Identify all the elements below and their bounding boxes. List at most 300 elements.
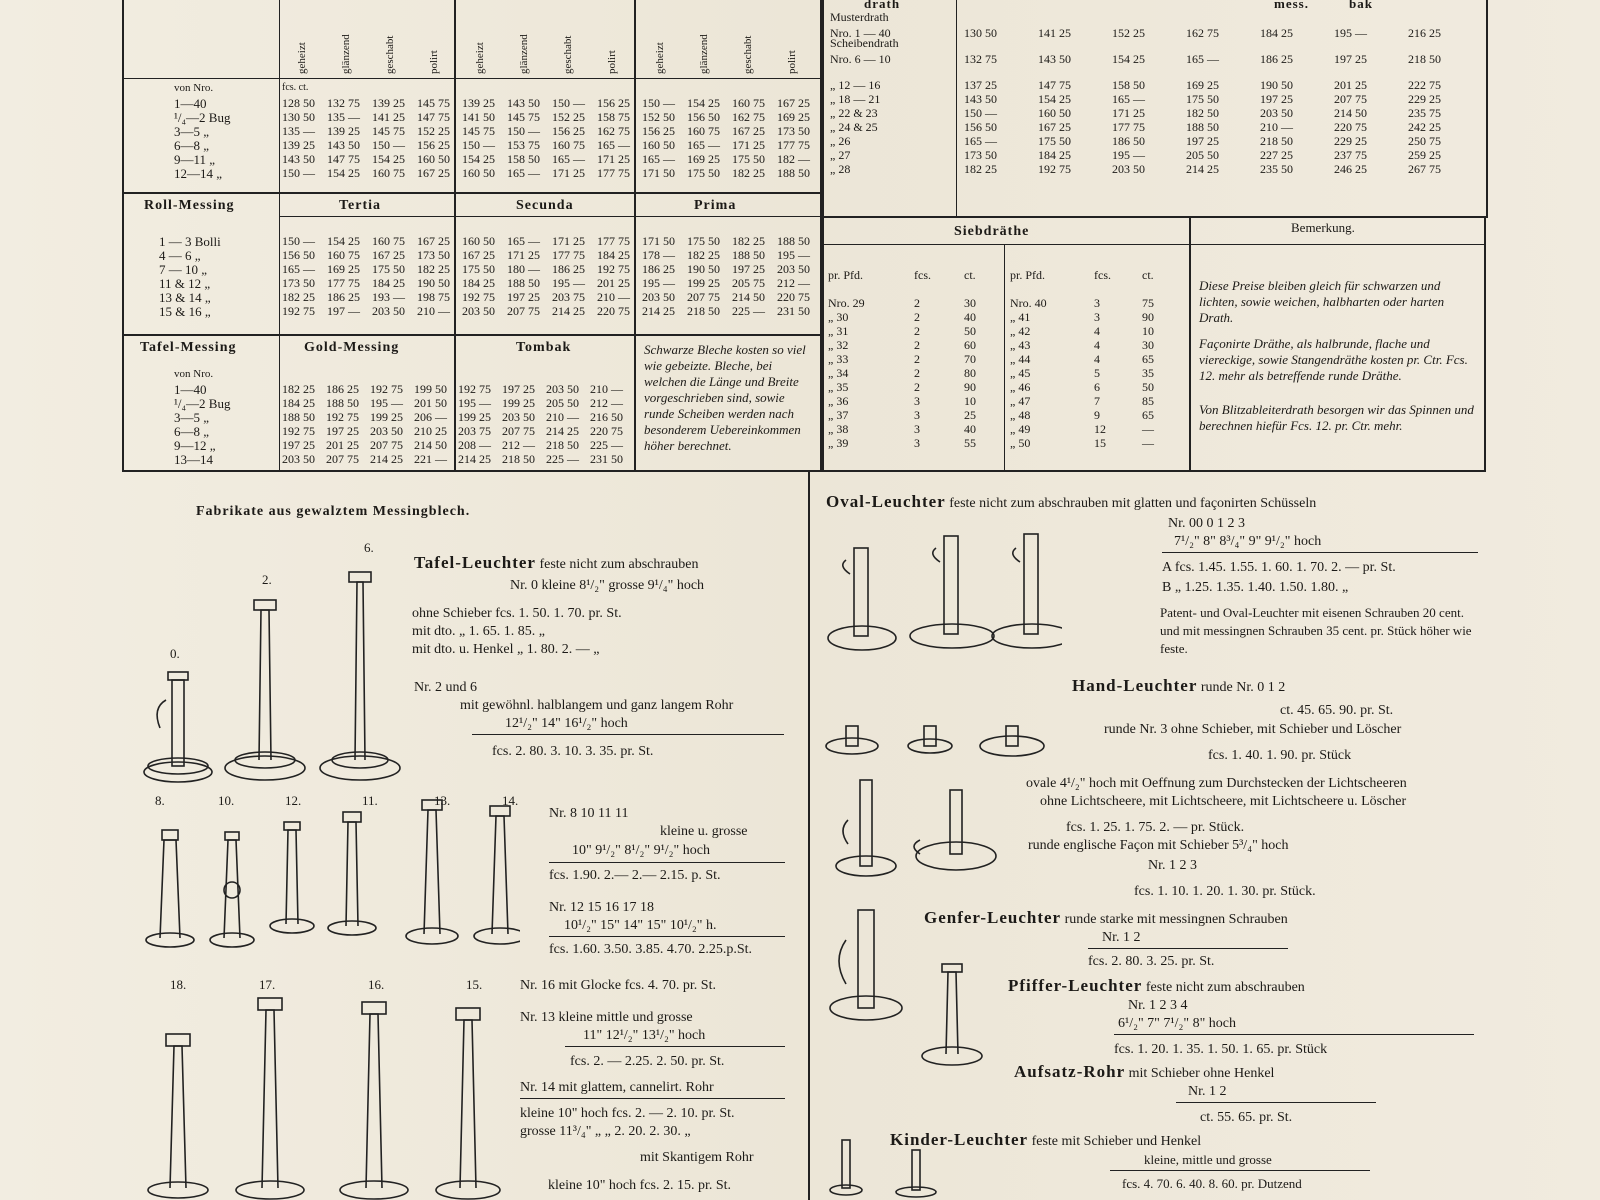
oval-leuchter-line (826, 492, 1316, 512)
row-label: 13—14 (174, 452, 213, 467)
price-cell: 218 50 (1260, 134, 1293, 148)
grade-tertia: Tertia (339, 198, 382, 213)
ovale-line: ovale 4¹/₂" hoch mit Oeffnung zum Durchstecken der Lichtscheeren (1026, 776, 1407, 791)
price-cell: 201 25 (597, 276, 630, 290)
drath-header: drath (864, 0, 901, 11)
candlestick-6-icon (320, 572, 400, 780)
price-cell: 165 — (1186, 52, 1219, 66)
item-11-label: 11. (362, 793, 378, 808)
row-label: 9—11 „ (174, 152, 216, 167)
row-label: 4 — 6 „ (159, 248, 201, 263)
siebdraehte-cell: 4 (1094, 338, 1100, 352)
price-cell: 195 — (370, 396, 403, 410)
price-cell: 199 25 (687, 276, 720, 290)
price-cell: 199 25 (458, 410, 491, 424)
siebdraehte-header: ct. (1142, 268, 1154, 282)
price-cell: 188 50 (777, 234, 810, 248)
price-cell: 156 25 (552, 124, 585, 138)
price-table-right (822, 0, 1488, 218)
row-label: 11 & 12 „ (159, 276, 211, 291)
engl-line: runde englische Façon mit Schieber 5³/₄" hoch (1028, 838, 1289, 853)
column-header: geheizt (654, 42, 666, 74)
price-cell: 169 25 (777, 110, 810, 124)
siebdraehte-cell: 50 (1142, 380, 1154, 394)
price-cell: 225 — (732, 304, 765, 318)
price-cell: 154 25 (327, 234, 360, 248)
row-label: Musterdrath (830, 10, 889, 24)
price-cell: 167 25 (462, 248, 495, 262)
ovale-prices: fcs. 1. 25. 1. 75. 2. — pr. Stück. (1066, 820, 1245, 835)
siebdraehte-cell: 12 (1094, 422, 1106, 436)
price-cell: 218 50 (502, 452, 535, 466)
tombak-label: Tombak (516, 340, 572, 355)
siebdraehte-cell: „ 30 (828, 310, 849, 324)
price-cell: 145 75 (507, 110, 540, 124)
price-cell: 173 50 (964, 148, 997, 162)
price-cell: 210 — (417, 304, 450, 318)
siebdraehte-cell: 60 (964, 338, 976, 352)
price-cell: 152 25 (417, 124, 450, 138)
siebdraehte-header: ct. (964, 268, 976, 282)
candlestick-12-icon (270, 822, 314, 933)
price-cell: 210 — (597, 290, 630, 304)
row-label: 6—8 „ (174, 424, 210, 439)
price-cell: 192 75 (462, 290, 495, 304)
tafel-row-2: mit dto. „ 1. 65. 1. 85. „ (412, 624, 545, 639)
price-cell: 145 75 (462, 124, 495, 138)
candlestick-16-icon (340, 1002, 408, 1199)
nr12-sizes: 10¹/₂" 15" 14" 15" 10¹/₂" h. (564, 918, 717, 933)
price-cell: 160 75 (687, 124, 720, 138)
price-cell: 171 50 (642, 166, 675, 180)
price-cell: 171 25 (552, 234, 585, 248)
price-cell: 158 50 (1112, 78, 1145, 92)
siebdraehte-cell: 3 (1094, 296, 1100, 310)
price-cell: 250 75 (1408, 134, 1441, 148)
price-cell: 132 75 (964, 52, 997, 66)
nr14: Nr. 14 mit glattem, cannelirt. Rohr (520, 1080, 714, 1095)
item-13-label: 13. (434, 793, 451, 808)
siebdraehte-cell: 65 (1142, 408, 1154, 422)
price-cell: 158 75 (597, 110, 630, 124)
item-18-label: 18. (170, 977, 187, 992)
price-cell: 150 — (282, 166, 315, 180)
price-cell: 186 25 (642, 262, 675, 276)
unit-label: fcs. ct. (282, 82, 309, 93)
price-cell: 153 75 (507, 138, 540, 152)
nr14-c: mit Skantigem Rohr (640, 1150, 754, 1165)
item-2-label: 2. (262, 572, 272, 587)
price-cell: 160 50 (462, 234, 495, 248)
nr26-sizes: 12¹/₂" 14" 16¹/₂" hoch (505, 716, 628, 731)
price-cell: 165 — (282, 262, 315, 276)
oval-leuchter-title: Oval-Leuchter (826, 492, 946, 511)
price-cell: 192 75 (326, 410, 359, 424)
price-cell: 214 25 (552, 304, 585, 318)
siebdraehte-cell: 2 (914, 324, 920, 338)
price-cell: 203 50 (370, 424, 403, 438)
siebdraehte-cell: 3 (1094, 310, 1100, 324)
price-cell: 184 25 (372, 276, 405, 290)
oval-note: Patent- und Oval-Leuchter mit eisenen Schrauben 20 cent. und mit messingnen Schrauben 35 cent. pr. Stück höher wie feste. (1160, 605, 1472, 656)
siebdraehte-cell: 3 (914, 422, 920, 436)
price-cell: 175 50 (1038, 134, 1071, 148)
siebdraehte-cell: „ 45 (1010, 366, 1031, 380)
leuchter-illustrations (822, 520, 1062, 1200)
price-cell: 162 75 (597, 124, 630, 138)
price-cell: 145 75 (417, 96, 450, 110)
price-cell: 150 — (282, 234, 315, 248)
price-cell: 227 25 (1260, 148, 1293, 162)
price-cell: 186 25 (1260, 52, 1293, 66)
siebdraehte-cell: 70 (964, 352, 976, 366)
hand-nr3: runde Nr. 3 ohne Schieber, mit Schieber und Löscher (1104, 722, 1402, 737)
siebdraehte-cell: 7 (1094, 394, 1100, 408)
nr26-prices: fcs. 2. 80. 3. 10. 3. 35. pr. St. (492, 744, 654, 759)
price-cell: 177 75 (552, 248, 585, 262)
price-cell: 195 — (1112, 148, 1145, 162)
kinder-leuchter-title: Kinder-Leuchter (890, 1130, 1029, 1149)
price-cell: 207 75 (1334, 92, 1367, 106)
price-cell: 259 25 (1408, 148, 1441, 162)
price-cell: 165 — (507, 234, 540, 248)
bemerkung-p2: Façonirte Dräthe, als halbrunde, flache und viereckige, sowie Stangendräthe kosten pr. Ctr. Fcs. 12. mehr als betreffende runde Dräthe. (1199, 336, 1468, 383)
siebdraehte-cell: „ 47 (1010, 394, 1031, 408)
price-cell: 218 50 (687, 304, 720, 318)
candlestick-13-icon (406, 800, 458, 944)
price-cell: 214 25 (1186, 162, 1219, 176)
price-cell: 156 50 (687, 110, 720, 124)
price-cell: 214 25 (370, 452, 403, 466)
pfiffer-prices: fcs. 1. 20. 1. 35. 1. 50. 1. 65. pr. Stück (1114, 1042, 1328, 1057)
price-cell: 207 75 (502, 424, 535, 438)
tafel-nr: Nr. 0 kleine 8¹/₂" grosse 9¹/₄" hoch (510, 578, 705, 593)
column-header: geheizt (474, 42, 486, 74)
price-cell: 141 25 (372, 110, 405, 124)
aufsatz-prices: ct. 55. 65. pr. St. (1200, 1110, 1293, 1125)
price-cell: 214 50 (414, 438, 447, 452)
price-cell: 132 75 (327, 96, 360, 110)
siebdraehte-cell: 25 (964, 408, 976, 422)
price-cell: 188 50 (326, 396, 359, 410)
nr8: Nr. 8 10 11 11 (549, 806, 629, 821)
siebdraehte-cell: „ 37 (828, 408, 849, 422)
price-cell: 182 25 (964, 162, 997, 176)
price-cell: 147 75 (417, 110, 450, 124)
price-cell: 214 50 (732, 290, 765, 304)
price-cell: 171 25 (732, 138, 765, 152)
price-cell: 160 50 (1038, 106, 1071, 120)
price-cell: 175 50 (687, 234, 720, 248)
oval-leuchter-sub: feste nicht zum abschrauben mit glatten und façonirten Schüsseln (949, 496, 1317, 511)
price-cell: 203 50 (642, 290, 675, 304)
row-sublabel: „ 12 — 16 (830, 78, 881, 92)
price-cell: 175 50 (732, 152, 765, 166)
engl-prices: fcs. 1. 10. 1. 20. 1. 30. pr. Stück. (1134, 884, 1316, 899)
genfer-nr: Nr. 1 2 (1102, 930, 1141, 945)
candlestick-10-icon (210, 832, 254, 947)
price-cell: 145 75 (372, 124, 405, 138)
siebdraehte-cell: 2 (914, 352, 920, 366)
price-cell: 128 50 (282, 96, 315, 110)
siebdraehte-cell: 2 (914, 380, 920, 394)
item-0-label: 0. (170, 646, 180, 661)
price-cell: 205 50 (546, 396, 579, 410)
price-cell: 167 25 (372, 248, 405, 262)
pfiffer-leuchter-title: Pfiffer-Leuchter (1008, 976, 1143, 995)
price-cell: 175 50 (372, 262, 405, 276)
price-cell: 207 75 (507, 304, 540, 318)
price-cell: 182 — (777, 152, 810, 166)
kinder-prices: fcs. 4. 70. 6. 40. 8. 60. pr. Dutzend (1122, 1176, 1302, 1191)
item-12-label: 12. (285, 793, 302, 808)
price-cell: 152 50 (642, 110, 675, 124)
price-cell: 218 50 (1408, 52, 1441, 66)
price-cell: 150 — (507, 124, 540, 138)
siebdraehte-cell: „ 33 (828, 352, 849, 366)
row-label: 3—5 „ (174, 124, 210, 139)
catalog-heading: Fabrikate aus gewalztem Messingblech. (196, 504, 471, 519)
price-cell: 135 — (282, 124, 315, 138)
price-cell: 205 75 (732, 276, 765, 290)
price-cell: 199 25 (502, 396, 535, 410)
price-cell: 210 25 (414, 424, 447, 438)
item-10-label: 10. (218, 793, 235, 808)
price-cell: 167 25 (417, 234, 450, 248)
siebdraehte-cell: 10 (1142, 324, 1154, 338)
engl-nr: Nr. 1 2 3 (1148, 858, 1197, 873)
price-cell: 208 — (458, 438, 491, 452)
hand-leuchter-sub: runde Nr. 0 1 2 (1200, 680, 1286, 695)
tafel-leuchter-title: Tafel-Leuchter (414, 553, 536, 572)
bemerkung-p3: Von Blitzableiterdrath besorgen wir das Spinnen und berechnen hiefür Fcs. 12. pr. Ctr. mehr. (1199, 402, 1474, 433)
siebdraehte-cell: 5 (1094, 366, 1100, 380)
column-header: geschabt (742, 35, 754, 74)
price-cell: 192 75 (282, 304, 315, 318)
mess-header: mess. (1274, 0, 1309, 11)
siebdraehte-cell: „ 49 (1010, 422, 1031, 436)
column-header: glänzend (698, 34, 710, 74)
siebdraehte-cell: 85 (1142, 394, 1154, 408)
price-cell: 186 25 (327, 290, 360, 304)
price-cell: 197 — (327, 304, 360, 318)
item-16-label: 16. (368, 977, 385, 992)
siebdraehte-cell: 3 (914, 436, 920, 450)
row-sublabel: „ 18 — 21 (830, 92, 881, 106)
column-header: polirt (428, 50, 440, 74)
price-cell: 150 — (372, 138, 405, 152)
nr13-sizes: 11" 12¹/₂" 13¹/₂" hoch (583, 1028, 706, 1043)
siebdraehte-title: Siebdräthe (954, 224, 1030, 239)
siebdraehte-cell: „ 35 (828, 380, 849, 394)
nr14-d: kleine 10" hoch fcs. 2. 15. pr. St. (548, 1178, 732, 1193)
item-8-label: 8. (155, 793, 165, 808)
price-cell: 195 — (777, 248, 810, 262)
nr26-sub: mit gewöhnl. halblangem und ganz langem Rohr (460, 698, 734, 713)
price-cell: 231 50 (590, 452, 623, 466)
tafel-messing-label: Tafel-Messing (140, 340, 237, 355)
price-cell: 160 50 (417, 152, 450, 166)
siebdraehte-cell: 3 (914, 394, 920, 408)
siebdraehte-cell: 90 (964, 380, 976, 394)
nr8-sub: kleine u. grosse (660, 824, 748, 839)
row-label: 12—14 „ (174, 166, 223, 181)
nr14-a: kleine 10" hoch fcs. 2. — 2. 10. pr. St. (520, 1106, 735, 1121)
price-cell: 156 25 (642, 124, 675, 138)
nr14-b: grosse 11³/₄" „ „ 2. 20. 2. 30. „ (520, 1124, 691, 1139)
row-label: 6—8 „ (174, 138, 210, 153)
price-cell: 178 — (642, 248, 675, 262)
price-cell: 193 — (372, 290, 405, 304)
price-cell: 177 75 (777, 138, 810, 152)
price-cell: 184 25 (282, 396, 315, 410)
price-cell: 156 25 (597, 96, 630, 110)
siebdraehte-cell: „ 31 (828, 324, 849, 338)
price-cell: 184 25 (462, 276, 495, 290)
row-sublabel: „ 22 & 23 (830, 106, 878, 120)
price-cell: 169 25 (1186, 78, 1219, 92)
column-header: polirt (786, 50, 798, 74)
price-cell: 231 50 (777, 304, 810, 318)
price-cell: 150 — (552, 96, 585, 110)
price-cell: 205 50 (1186, 148, 1219, 162)
column-header: geheizt (296, 42, 308, 74)
price-cell: 150 — (462, 138, 495, 152)
siebdraehte-cell: 50 (964, 324, 976, 338)
price-cell: 203 50 (1112, 162, 1145, 176)
tafel-row-3: mit dto. u. Henkel „ 1. 80. 2. — „ (412, 642, 600, 657)
aufsatz-title: Aufsatz-Rohr (1014, 1062, 1126, 1081)
siebdraehte-cell: 3 (914, 408, 920, 422)
row-sublabel: „ 24 & 25 (830, 120, 878, 134)
price-cell: 221 — (414, 452, 447, 466)
price-cell: 225 — (546, 452, 579, 466)
price-cell: 162 75 (732, 110, 765, 124)
price-cell: 175 50 (1186, 92, 1219, 106)
siebdraehte-cell: 2 (914, 310, 920, 324)
item-6-label: 6. (364, 540, 374, 555)
price-cell: 139 25 (282, 138, 315, 152)
price-cell: 210 — (590, 382, 623, 396)
price-cell: 165 — (642, 152, 675, 166)
column-header: geschabt (562, 35, 574, 74)
price-cell: 147 75 (327, 152, 360, 166)
price-cell: 229 25 (1408, 92, 1441, 106)
price-cell: 160 75 (372, 166, 405, 180)
price-cell: 143 50 (282, 152, 315, 166)
price-cell: 214 25 (642, 304, 675, 318)
price-cell: 214 25 (458, 452, 491, 466)
price-cell: 267 75 (1408, 162, 1441, 176)
price-cell: 182 25 (417, 262, 450, 276)
price-cell: 201 50 (414, 396, 447, 410)
siebdraehte-cell: 10 (964, 394, 976, 408)
price-cell: 222 75 (1408, 78, 1441, 92)
row-label: 15 & 16 „ (159, 304, 211, 319)
price-cell: 137 25 (964, 78, 997, 92)
grade-prima: Prima (694, 198, 737, 213)
row-sublabel: „ 28 (830, 162, 851, 176)
price-cell: 220 75 (1334, 120, 1367, 134)
price-cell: 169 25 (687, 152, 720, 166)
price-cell: 158 50 (507, 152, 540, 166)
price-cell: 171 25 (597, 152, 630, 166)
row-label-header: von Nro. (174, 82, 214, 94)
siebdraehte-cell: 4 (1094, 352, 1100, 366)
price-cell: 210 — (546, 410, 579, 424)
price-cell: 173 50 (282, 276, 315, 290)
oval-leuchter-1-icon (992, 534, 1062, 648)
price-cell: 143 50 (507, 96, 540, 110)
price-cell: 210 — (1260, 120, 1293, 134)
siebdraehte-cell: 2 (914, 338, 920, 352)
siebdraehte-cell: „ 50 (1010, 436, 1031, 450)
siebdraehte-cell: — (1142, 436, 1154, 450)
hand-leuchter-oval-icon (914, 790, 996, 870)
price-cell: 182 25 (732, 234, 765, 248)
siebdraehte-cell: „ 38 (828, 422, 849, 436)
siebdraehte-cell: 9 (1094, 408, 1100, 422)
siebdraehte-cell: Nro. 40 (1010, 296, 1047, 310)
price-cell: 216 25 (1408, 26, 1441, 40)
price-cell: 143 50 (1038, 52, 1071, 66)
price-cell: 182 25 (282, 382, 315, 396)
price-cell: 214 50 (1334, 106, 1367, 120)
price-cell: 177 75 (597, 166, 630, 180)
price-cell: 195 — (642, 276, 675, 290)
price-cell: 242 25 (1408, 120, 1441, 134)
siebdraehte-cell: „ 41 (1010, 310, 1031, 324)
price-cell: 177 75 (327, 276, 360, 290)
candlestick-illustrations (120, 540, 520, 1200)
price-cell: 165 — (552, 152, 585, 166)
price-cell: 197 25 (1186, 134, 1219, 148)
nr16: Nr. 16 mit Glocke fcs. 4. 70. pr. St. (520, 978, 716, 993)
candlestick-0-icon (144, 672, 212, 782)
price-cell: 141 50 (462, 110, 495, 124)
row-label: 1—40 (174, 96, 207, 111)
price-cell: 160 75 (732, 96, 765, 110)
price-cell: 177 75 (597, 234, 630, 248)
price-cell: 188 50 (507, 276, 540, 290)
candlestick-8-icon (146, 830, 194, 947)
price-cell: 154 25 (1038, 92, 1071, 106)
price-cell: 162 75 (1186, 26, 1219, 40)
price-cell: 188 50 (732, 248, 765, 262)
siebdraehte-cell: — (1142, 422, 1154, 436)
price-cell: 139 25 (327, 124, 360, 138)
genfer-prices: fcs. 2. 80. 3. 25. pr. St. (1088, 954, 1215, 969)
siebdraehte-cell: 2 (914, 296, 920, 310)
price-cell: 171 25 (552, 166, 585, 180)
price-cell: 197 25 (1260, 92, 1293, 106)
row-label: 3—5 „ (174, 410, 210, 425)
oval-price-b: B „ 1.25. 1.35. 1.40. 1.50. 1.80. „ (1162, 580, 1349, 595)
siebdraehte-cell: 6 (1094, 380, 1100, 394)
price-cell: 197 25 (732, 262, 765, 276)
pfiffer-leuchter-icon (922, 964, 982, 1065)
siebdraehte-header: pr. Pfd. (828, 268, 864, 282)
price-cell: 195 — (552, 276, 585, 290)
price-cell: 165 — (964, 134, 997, 148)
price-cell: 203 50 (282, 452, 315, 466)
price-cell: 188 50 (282, 410, 315, 424)
column-header: polirt (606, 50, 618, 74)
nr12-prices: fcs. 1.60. 3.50. 3.85. 4.70. 2.25.p.St. (549, 942, 752, 957)
price-cell: 160 75 (552, 138, 585, 152)
price-cell: 237 75 (1334, 148, 1367, 162)
price-cell: 175 50 (687, 166, 720, 180)
